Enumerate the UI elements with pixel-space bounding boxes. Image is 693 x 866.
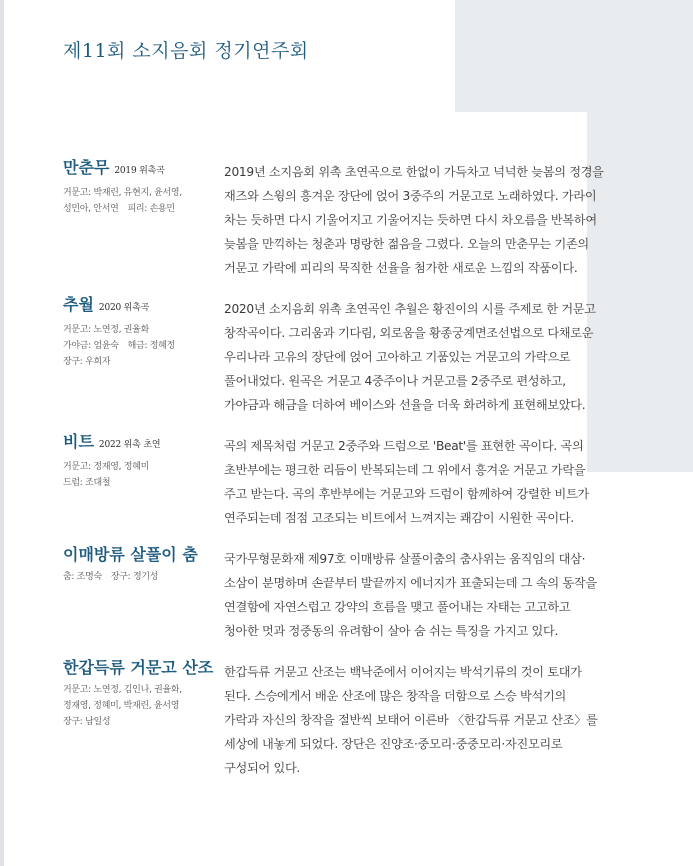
piece-title-text: 만춘무 [63,158,110,177]
program-item-header [63,158,215,217]
credit-text: 해금: 정혜정 [127,341,175,351]
credit-text: 가야금: 엄윤숙 [63,341,119,351]
description-line: 2019년 소지음회 위촉 초연곡으로 한없이 가득차고 넉넉한 늦봄의 정경을 [224,165,604,179]
program-item-header [63,295,215,370]
description-line: 연결함에 자연스럽고 강약의 흐름을 맺고 풀어내는 자태는 고고하고 [224,600,571,614]
credit-text: 장구: 정기성 [110,572,159,582]
program-item-header [63,432,215,491]
credit-text: 정재영, 정혜미, 박재린, 윤서영 [63,701,180,711]
credit-text: 춤: 조명숙 [63,572,102,582]
performer-credits [63,569,215,585]
piece-title-text: 추월 [63,295,94,314]
credit-text: 거문고: 노연정, 권율화 [63,325,149,335]
credit-line [63,714,215,730]
credit-text: 거문고: 노연정, 김인나, 권율화, [63,685,182,695]
description-line: 풀어내었다. 원곡은 거문고 4중주이나 거문고를 2중주로 편성하고, [224,374,566,388]
performer-credits [63,185,215,217]
credit-line [63,322,215,338]
piece-title-text: 한갑득류 거문고 산조 [63,658,214,677]
piece-description [224,660,652,780]
credit-text: 거문고: 박재린, 유현지, 윤서영, [63,188,182,198]
description-line: 차는 듯하면 다시 기울어지고 기울어지는 듯하면 다시 차오름을 반복하여 [224,213,597,227]
description-line: 창작곡이다. 그리움과 기다림, 외로움을 황종궁계면조선법으로 다채로운 [224,326,594,340]
piece-description [224,297,652,417]
credit-line [63,698,215,714]
description-line: 2020년 소지음회 위촉 초연곡인 추월은 황진이의 시를 주제로 한 거문고 [224,302,596,316]
piece-title-text: 비트 [63,432,94,451]
piece-title-text: 이매방류 살풀이 춤 [63,545,198,564]
piece-description [224,547,652,643]
credit-line [63,475,215,491]
description-line: 소삼이 분명하며 손끝부터 발끝까지 에너지가 표출되는데 그 속의 동작을 [224,576,597,590]
credit-line [63,185,215,201]
piece-subtitle: 2019 위촉곡 [114,166,165,176]
description-line: 연주되는데 점점 고조되는 비트에서 느껴지는 쾌감이 시원한 곡이다. [224,511,574,525]
piece-title [63,432,215,455]
description-line: 세상에 내놓게 되었다. 장단은 진양조·중모리·중중모리·자진모리로 [224,737,563,751]
piece-description [224,160,652,280]
page-title: 제11회 소지음회 정기연주회 [63,40,309,62]
description-line: 가야금과 해금을 더하여 베이스와 선율을 더욱 화려하게 표현해보았다. [224,398,586,412]
credit-text: 거문고: 정재영, 정혜미 [63,462,149,472]
credit-line [63,354,215,370]
description-line: 곡의 제목처럼 거문고 2중주와 드럼으로 'Beat'를 표현한 곡이다. 곡의 [224,439,584,453]
credit-text: 장구: 우희자 [63,357,111,367]
piece-subtitle: 2020 위촉곡 [98,303,150,313]
description-line: 초반부에는 평크한 리듬이 반복되는데 그 위에서 흥겨운 거문고 가락을 [224,463,586,477]
description-line: 주고 받는다. 곡의 후반부에는 거문고와 드럼이 함께하여 강렬한 비트가 [224,487,589,501]
credit-line [63,201,215,217]
performer-credits [63,459,215,491]
credit-line [63,338,215,354]
description-line: 재즈와 스윙의 흥겨운 장단에 얹어 3중주의 거문고로 노래하였다. 가라이 [224,189,597,203]
piece-title [63,545,215,565]
piece-title [63,158,215,181]
piece-subtitle: 2022 위촉 초연 [98,440,161,450]
credit-text: 피리: 손용민 [127,204,175,214]
description-line: 늦봄을 만끽하는 청춘과 명랑한 젊음을 그렸다. 오늘의 만춘무는 기존의 [224,237,589,251]
performer-credits [63,322,215,370]
credit-line [63,459,215,475]
description-line: 한갑득류 거문고 산조는 백낙준에서 이어지는 박석기류의 것이 토대가 [224,665,582,679]
credit-text: 드럼: 조대철 [63,478,111,488]
credit-text: 장구: 남일성 [63,717,111,727]
credit-text: 성민아, 안서연 [63,204,119,214]
piece-title [63,295,215,318]
program-item-header [63,658,215,730]
piece-title [63,658,215,678]
performer-credits [63,682,215,730]
description-line: 거문고 가락에 피리의 묵직한 선율을 첨가한 새로운 느낌의 작품이다. [224,261,578,275]
page-edge [0,0,4,866]
description-line: 된다. 스승에게서 배운 산조에 많은 창작을 더함으로 스승 박석기의 [224,689,566,703]
description-line: 우리나라 고유의 장단에 얹어 고아하고 기품있는 거문고의 가락으로 [224,350,571,364]
program-item-header [63,545,215,585]
credit-line [63,569,215,585]
background-panel-top [455,0,693,112]
credit-line [63,682,215,698]
piece-description [224,434,652,530]
description-line: 국가무형문화재 제97호 이매방류 살풀이춤의 춤사위는 움직임의 대삼· [224,552,586,566]
description-line: 청아한 멋과 정중동의 유려함이 살아 숨 쉬는 특징을 가지고 있다. [224,624,559,638]
description-line: 가락과 자신의 창작을 절반씩 보태어 이른바 〈한갑득류 거문고 산조〉를 [224,713,598,727]
description-line: 구성되어 있다. [224,761,300,775]
